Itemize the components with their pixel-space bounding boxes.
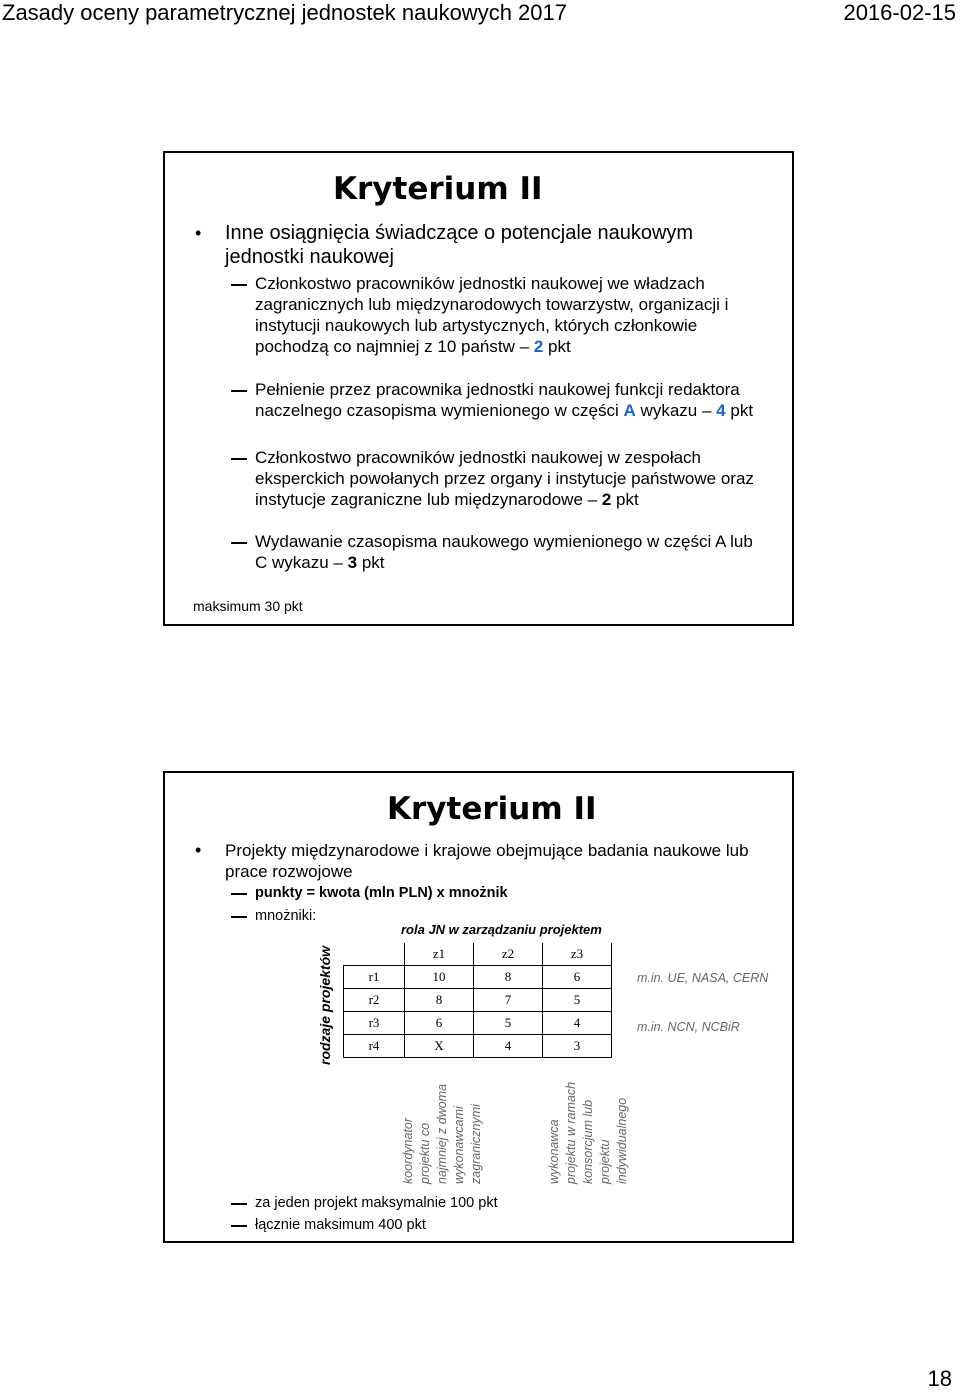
dash-icon [231,542,247,544]
row-header: r2 [344,989,405,1012]
slide-2-bullet-text: Projekty międzynarodowe i krajowe obejmujące badania naukowe lub prace rozwojowe [225,841,749,881]
item-text: Członkostwo pracowników jednostki naukowej we władzach zagranicznych lub międzynarodowych towarzystw, organizacji i instytucji naukowych lub artystycznych, których członkowie pochodzą co najmniej z 10 państw [255,274,729,356]
slide-1-item-4 [231,531,762,573]
role-desc-line: wykonawcami [452,1106,466,1184]
role-desc-line: najmniej z dwoma [435,1083,449,1184]
role-desc-line: projektu [598,1139,612,1184]
slide-2-footer-1 [231,1194,762,1213]
item-sep: – [333,553,343,572]
table-row [344,1012,612,1035]
role-desc-line: zagranicznymi [469,1104,483,1184]
dash-icon [231,458,247,460]
table-row [344,1035,612,1058]
multipliers-label: mnożniki: [255,908,317,924]
table-cell: 5 [474,1012,543,1035]
slide-2-title: Kryterium II [387,791,597,827]
item-points: 2 [601,490,612,509]
role-header: rola JN w zarządzaniu projektem [401,922,602,937]
item-points: 4 [716,401,726,420]
row-axis-label: rodzaje projektów [317,945,333,1065]
row-header: r4 [344,1035,405,1058]
dash-icon [231,390,247,392]
item-sep: – [519,337,530,356]
table-cell: 7 [474,989,543,1012]
slide-1-item-1 [231,273,762,357]
role-desc-line: projektu w ramach [564,1081,578,1184]
role-desc-line: wykonawca [547,1119,561,1184]
item-text: Pełnienie przez pracownika jednostki naukowej funkcji redaktora naczelnego czasopisma wymienionego w części [255,380,740,420]
table-row [344,966,612,989]
item-unit: pkt [361,553,385,572]
bullet-dot-icon: • [195,840,202,860]
table-cell: 4 [543,1012,612,1035]
role-desc-line: indywidualnego [615,1097,629,1184]
page-number: 18 [927,1366,952,1391]
table-cell: 8 [405,989,474,1012]
formula-text: punkty = kwota (mln PLN) x mnożnik [255,885,508,901]
table-row [344,989,612,1012]
table-corner [344,943,405,966]
table-cell: 4 [474,1035,543,1058]
slide-1-note: maksimum 30 pkt [193,598,303,614]
item-sep: – [587,490,598,509]
column-header: z1 [405,943,474,966]
slide-2-formula [231,884,762,903]
footer-text: za jeden projekt maksymalnie 100 pkt [255,1195,498,1211]
item-text: Wydawanie czasopisma naukowego wymienionego w części A lub C wykazu [255,532,753,572]
dash-icon [231,1203,247,1205]
row-header: r1 [344,966,405,989]
table-cell: 3 [543,1035,612,1058]
item-part: A [623,401,636,420]
item-sep: – [701,401,712,420]
item-points: 2 [533,337,544,356]
table-cell: 8 [474,966,543,989]
slide-1-title: Kryterium II [333,171,543,207]
slide-1-bullet-text: Inne osiągnięcia świadczące o potencjale naukowym jednostki naukowej [225,222,694,268]
item-points: 3 [347,553,358,572]
slide-1-item-3 [231,447,762,510]
multiplier-table [343,943,612,1058]
slide-2 [163,771,794,1243]
item-unit: pkt [616,490,639,509]
table-cell: 6 [405,1012,474,1035]
bullet-dot-icon: • [195,223,202,243]
item-text: Członkostwo pracowników jednostki naukowej w zespołach eksperckich powołanych przez organy i instytucje państwowe oraz instytucje zagraniczne lub międzynarodowe [255,448,754,509]
column-header: z2 [474,943,543,966]
slide-2-bullet [195,840,762,882]
table-cell: X [405,1035,474,1058]
slide-1-bullet [195,221,762,269]
document-header-date: 2016-02-15 [843,0,956,25]
role-desc-line: koordynator [401,1117,415,1184]
table-cell: 6 [543,966,612,989]
table-cell: 10 [405,966,474,989]
item-unit: pkt [548,337,571,356]
item-unit: pkt [730,401,754,420]
table-cell: 5 [543,989,612,1012]
dash-icon [231,916,247,918]
role-desc-line: konsorcjum lub [581,1099,595,1184]
footer-text: łącznie maksimum 400 pkt [255,1217,426,1233]
side-note-r1: m.in. UE, NASA, CERN [637,971,769,985]
column-header: z3 [543,943,612,966]
item-tail: wykazu [640,401,698,420]
document-header-title: Zasady oceny parametrycznej jednostek naukowych 2017 [2,0,567,25]
slide-1-item-2 [231,379,762,421]
side-note-r3: m.in. NCN, NCBiR [637,1020,740,1034]
slide-1 [163,151,794,626]
dash-icon [231,284,247,286]
dash-icon [231,1225,247,1227]
dash-icon [231,893,247,895]
role-desc-line: projektu co [418,1122,432,1184]
slide-2-footer-2 [231,1216,762,1235]
row-header: r3 [344,1012,405,1035]
